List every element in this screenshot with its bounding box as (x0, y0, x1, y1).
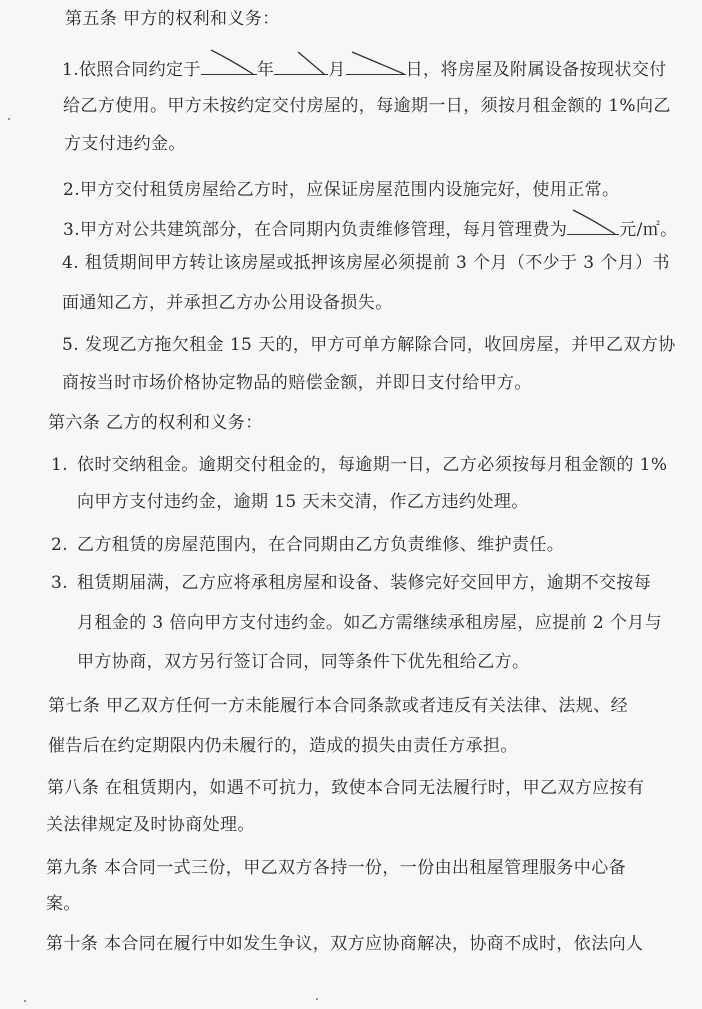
month-label: 月 (328, 60, 346, 80)
strike-mark-icon (567, 208, 619, 234)
article7-line1: 第七条 甲乙双方任何一方未能履行本合同条款或者违反有关法律、法规、经 (48, 696, 629, 716)
article6-item2-line1: 乙方租赁的房屋范围内，在合同期由乙方负责维修、维护责任。 (77, 535, 565, 555)
article8-line2: 关法律规定及时协商处理。 (46, 815, 255, 835)
month-blank (274, 58, 328, 75)
strike-mark-icon (201, 48, 257, 74)
year-label: 年 (256, 60, 275, 80)
scan-speck (24, 1000, 26, 1002)
article6-item1-line1: 依时交纳租金。逾期交付租金的，每逾期一日，乙方必须按每月租金额的 1% (77, 455, 668, 475)
article5-item4-line1: 4. 租赁期间甲方转让该房屋或抵押该房屋必须提前 3 个月（不少于 3 个月）书 (62, 253, 670, 273)
article6-item1-line2: 向甲方支付违约金，逾期 15 天未交清，作乙方违约处理。 (77, 492, 529, 512)
article6-item2-num: 2. (51, 535, 69, 555)
article9-line2: 案。 (46, 894, 81, 914)
article7-line2: 催告后在约定期限内仍未履行的，造成的损失由责任方承担。 (48, 736, 518, 756)
scan-speck (316, 998, 318, 1000)
article6-heading: 第六条 乙方的权利和义务： (48, 413, 263, 433)
management-fee-blank (567, 218, 619, 235)
article5-item3-unit: 元/㎡。 (619, 220, 678, 240)
article6-item3-line1: 租赁期届满，乙方应将承租房屋和设备、装修完好交回甲方，逾期不交按每 (77, 573, 652, 593)
article5-item1-day-tail: 日，将房屋及附属设备按现状交付 (405, 60, 667, 80)
day-blank (346, 58, 406, 75)
strike-mark-icon (274, 48, 328, 74)
article5-item5-line1: 5. 发现乙方拖欠租金 15 天的，甲方可单方解除合同，收回房屋，并甲乙双方协 (62, 335, 676, 355)
year-blank (201, 58, 257, 75)
article6-item1-num: 1. (51, 455, 69, 475)
article10-line1: 第十条 本合同在履行中如发生争议，双方应协商解决，协商不成时，依法向人 (46, 934, 644, 954)
article5-item3-text: 3.甲方对公共建筑部分，在合同期内负责维修管理，每月管理费为 (63, 220, 568, 240)
article5-item5-line2: 商按当时市场价格协定物品的赔偿金额，并即日支付给甲方。 (62, 373, 532, 393)
article5-item1-line1 (62, 58, 667, 80)
article5-item1-line2: 给乙方使用。甲方未按约定交付房屋的，每逾期一日，须按月租金额的 1%向乙 (63, 96, 671, 116)
article5-item1-part1: 1.依照合同约定于 (62, 60, 201, 80)
article5-item1-line3: 方支付违约金。 (64, 134, 186, 154)
article9-line1: 第九条 本合同一式三份，甲乙双方各持一份，一份由出租屋管理服务中心备 (46, 858, 627, 878)
article5-item2: 2.甲方交付租赁房屋给乙方时，应保证房屋范围内设施完好，使用正常。 (63, 180, 620, 200)
scan-speck (8, 118, 10, 120)
strike-mark-icon (346, 48, 406, 74)
article6-item3-line3: 甲方协商，双方另行签订合同，同等条件下优先租给乙方。 (77, 652, 530, 672)
article6-item3-line2: 月租金的 3 倍向甲方支付违约金。如乙方需继续承租房屋，应提前 2 个月与 (77, 613, 663, 633)
article5-item3 (63, 218, 678, 240)
article8-line1: 第八条 在租赁期内，如遇不可抗力，致使本合同无法履行时，甲乙双方应按有 (47, 778, 645, 798)
article5-item4-line2: 面通知乙方，并承担乙方办公用设备损失。 (62, 293, 393, 313)
article5-heading: 第五条 甲方的权利和义务： (65, 9, 280, 29)
article6-item3-num: 3. (51, 573, 69, 593)
